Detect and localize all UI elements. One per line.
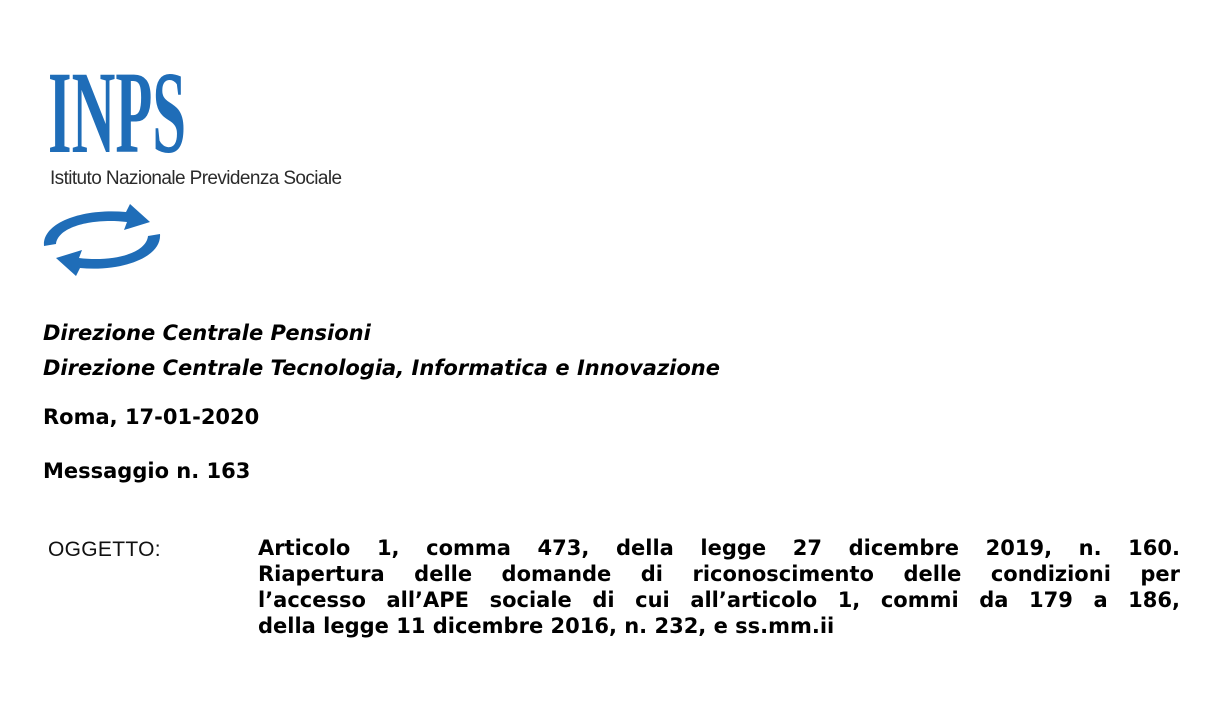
date-line: Roma, 17-01-2020 bbox=[43, 405, 260, 429]
subject-line-4: della legge 11 dicembre 2016, n. 232, e ss.mm.ii bbox=[258, 614, 835, 638]
message-number: Messaggio n. 163 bbox=[43, 459, 251, 483]
logo-subtitle: Istituto Nazionale Previdenza Sociale bbox=[50, 168, 342, 189]
department-line-2: Direzione Centrale Tecnologia, Informatica e Innovazione bbox=[43, 356, 721, 380]
subject-body bbox=[258, 535, 1180, 639]
subject-line-3: l’accesso all’APE sociale di cui all’articolo 1, commi da 179 a 186, bbox=[258, 588, 1180, 612]
svg-text:INPS: INPS bbox=[48, 47, 186, 160]
subject-line-1: Articolo 1, comma 473, della legge 27 dicembre 2019, n. 160. bbox=[258, 536, 1180, 560]
subject-line-2: Riapertura delle domande di riconoscimento delle condizioni per bbox=[258, 562, 1180, 586]
inps-wordmark-logo bbox=[46, 40, 196, 160]
department-line-1: Direzione Centrale Pensioni bbox=[43, 321, 371, 345]
subject-label: OGGETTO: bbox=[48, 538, 161, 561]
circular-arrows-icon bbox=[34, 200, 170, 280]
